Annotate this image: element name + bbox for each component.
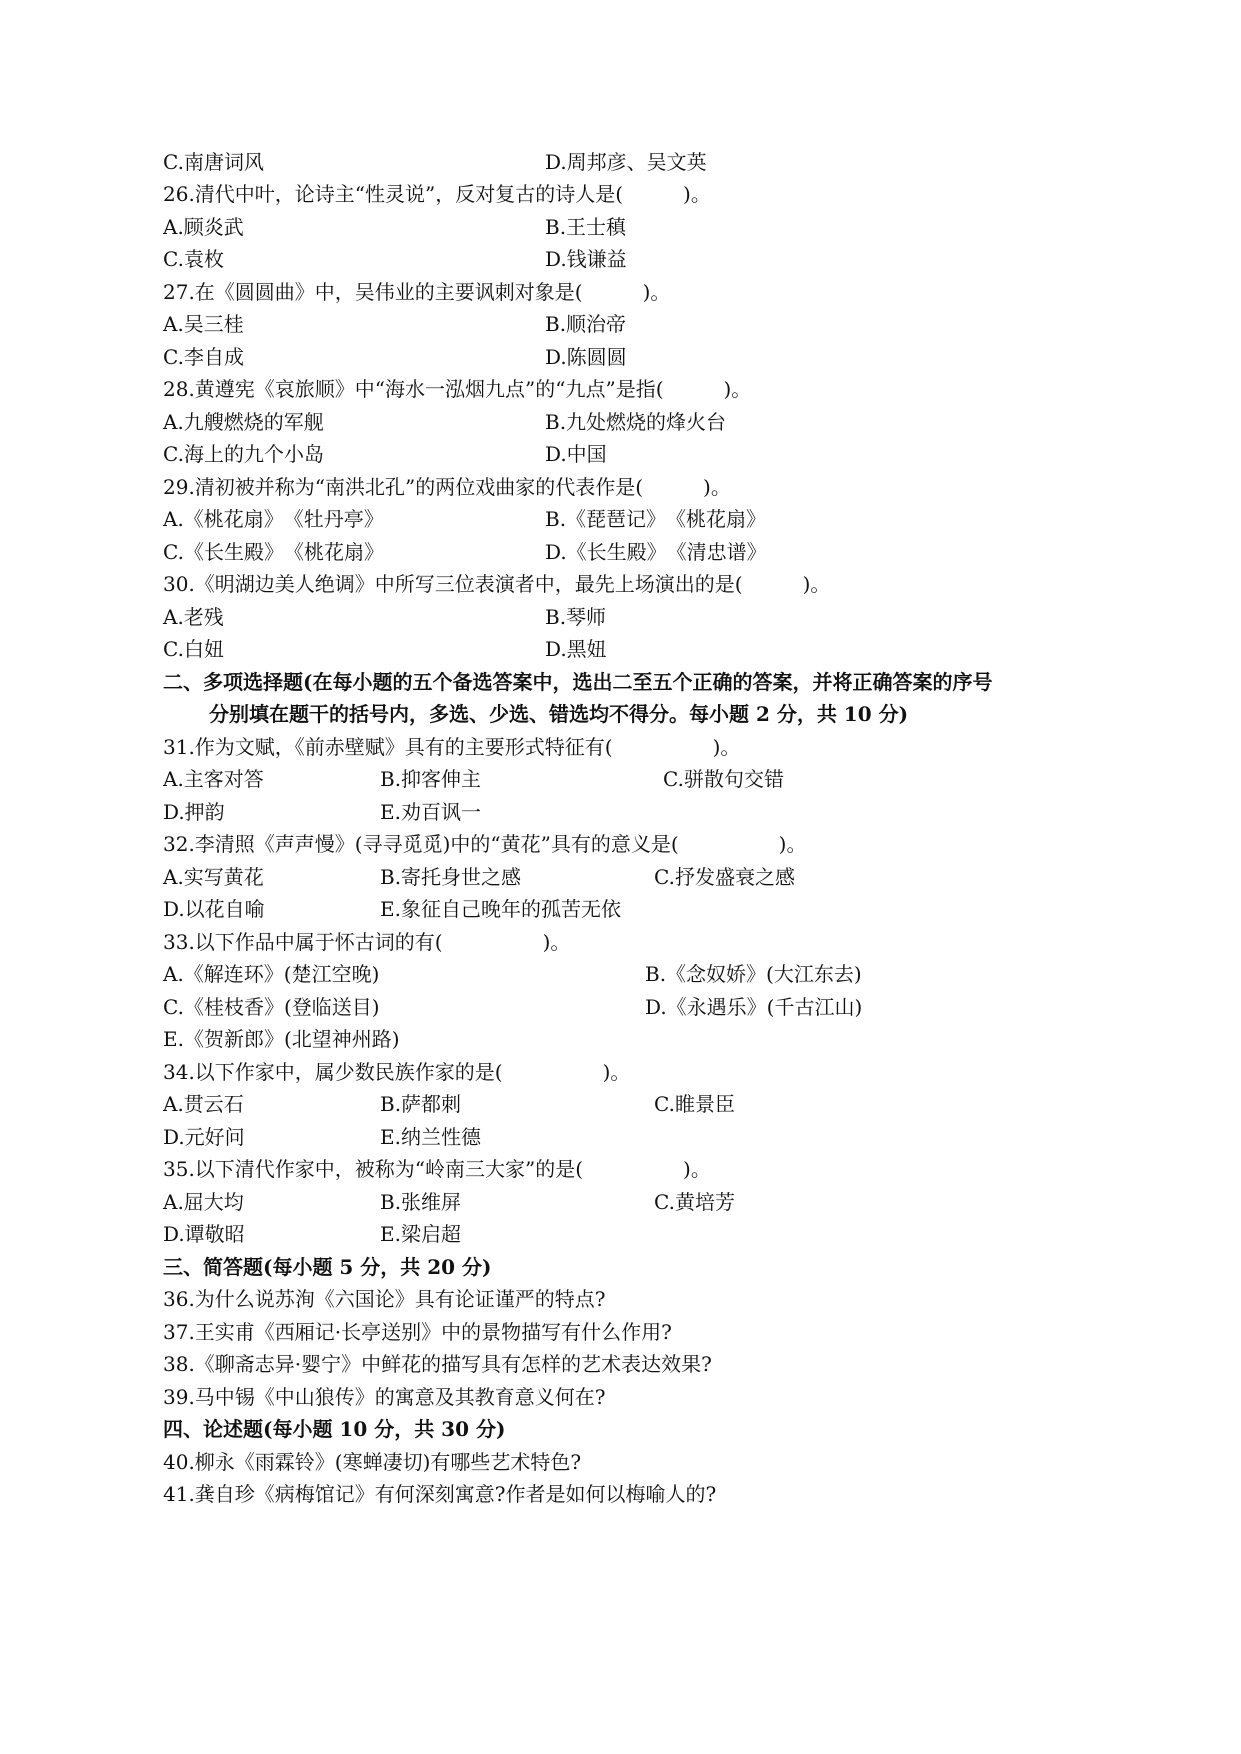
q31-option-e: E.劝百讽一 <box>380 800 481 824</box>
q26-option-a: A.顾炎武 <box>163 215 244 239</box>
q26-option-b: B.王士稹 <box>545 215 627 239</box>
q35-option-a: A.屈大均 <box>163 1190 244 1214</box>
q34-option-a: A.贯云石 <box>163 1092 244 1116</box>
q41-stem-text: 41.龚自珍《病梅馆记》有何深刻寓意?作者是如何以梅喻人的? <box>163 1482 717 1506</box>
q27-option-c: C.李自成 <box>163 345 244 369</box>
q35-option-d: D.谭敬昭 <box>163 1222 245 1246</box>
q27-option-d: D.陈圆圆 <box>545 345 627 369</box>
q32-stem-text: 32.李清照《声声慢》(寻寻觅觅)中的“黄花”具有的意义是( )。 <box>163 832 807 856</box>
q26-options-row-2 <box>0 243 1241 275</box>
q34-stem <box>0 1056 1241 1088</box>
q28-options-row-2 <box>0 438 1241 470</box>
q32-option-c: C.抒发盛衰之感 <box>654 865 795 889</box>
q34-options-row-2 <box>0 1121 1241 1153</box>
q30-option-a: A.老残 <box>163 605 224 629</box>
q28-stem <box>0 373 1241 405</box>
q40-stem-text: 40.柳永《雨霖铃》(寒蝉凄切)有哪些艺术特色? <box>163 1450 582 1474</box>
section3-heading-text: 三、简答题(每小题 5 分，共 20 分) <box>163 1255 492 1279</box>
q37-stem-text: 37.王实甫《西厢记·长亭送别》中的景物描写有什么作用? <box>163 1320 672 1344</box>
q33-option-b: B.《念奴娇》(大江东去) <box>645 962 862 986</box>
q36-stem <box>0 1283 1241 1315</box>
q31-option-b: B.抑客伸主 <box>380 767 482 791</box>
q34-option-e: E.纳兰性德 <box>380 1125 481 1149</box>
section4-heading-text: 四、论述题(每小题 10 分，共 30 分) <box>163 1417 506 1441</box>
q33-stem-text: 33.以下作品中属于怀古词的有( )。 <box>163 930 571 954</box>
q28-option-b: B.九处燃烧的烽火台 <box>545 410 727 434</box>
section2-heading-line-1 <box>0 666 1241 698</box>
q27-stem <box>0 276 1241 308</box>
q30-options-row-2 <box>0 633 1241 665</box>
q27-option-a: A.吴三桂 <box>163 312 244 336</box>
q32-options-row-2 <box>0 893 1241 925</box>
q28-option-d: D.中国 <box>545 442 607 466</box>
q30-option-d: D.黑妞 <box>545 637 607 661</box>
section4-heading <box>0 1413 1241 1445</box>
q32-option-a: A.实写黄花 <box>163 865 264 889</box>
q29-options-row-2 <box>0 536 1241 568</box>
q41-stem <box>0 1478 1241 1510</box>
q33-options-row-1 <box>0 958 1241 990</box>
q35-options-row-1 <box>0 1186 1241 1218</box>
q28-stem-text: 28.黄遵宪《哀旅顺》中“海水一泓烟九点”的“九点”是指( )。 <box>163 377 752 401</box>
q35-option-e: E.梁启超 <box>380 1222 461 1246</box>
q35-option-b: B.张维屏 <box>380 1190 462 1214</box>
q31-stem-text: 31.作为文赋，《前赤壁赋》具有的主要形式特征有( )。 <box>163 735 741 759</box>
q31-option-c: C.骈散句交错 <box>663 767 784 791</box>
q31-options-row-1 <box>0 763 1241 795</box>
q30-stem-text: 30.《明湖边美人绝调》中所写三位表演者中，最先上场演出的是( )。 <box>163 572 831 596</box>
q33-option-e: E.《贺新郎》(北望神州路) <box>163 1027 400 1051</box>
q33-options-row-2 <box>0 991 1241 1023</box>
q26-option-c: C.袁枚 <box>163 247 224 271</box>
q25-option-d: D.周邦彦、吴文英 <box>545 150 707 174</box>
section2-heading-text-1: 二、多项选择题(在每小题的五个备选答案中，选出二至五个正确的答案，并将正确答案的序号 <box>163 670 993 694</box>
q31-option-d: D.押韵 <box>163 800 225 824</box>
q32-options-row-1 <box>0 861 1241 893</box>
q39-stem-text: 39.马中锡《中山狼传》的寓意及其教育意义何在? <box>163 1385 606 1409</box>
q29-options-row-1 <box>0 503 1241 535</box>
q35-stem <box>0 1153 1241 1185</box>
q29-stem <box>0 471 1241 503</box>
q39-stem <box>0 1381 1241 1413</box>
q28-option-c: C.海上的九个小岛 <box>163 442 324 466</box>
q30-stem <box>0 568 1241 600</box>
q26-stem <box>0 178 1241 210</box>
q33-option-a: A.《解连环》(楚江空晚) <box>163 962 380 986</box>
q27-options-row-2 <box>0 341 1241 373</box>
q35-option-c: C.黄培芳 <box>654 1190 735 1214</box>
q37-stem <box>0 1316 1241 1348</box>
q27-option-b: B.顺治帝 <box>545 312 627 336</box>
q33-options-row-3 <box>0 1023 1241 1055</box>
section2-heading-text-2: 分别填在题干的括号内，多选、少选、错选均不得分。每小题 2 分，共 10 分) <box>209 702 909 726</box>
q34-option-c: C.睢景臣 <box>654 1092 735 1116</box>
q29-option-d: D.《长生殿》 《清忠谱》 <box>545 540 767 564</box>
q29-stem-text: 29.清初被并称为“南洪北孔”的两位戏曲家的代表作是( )。 <box>163 475 731 499</box>
q35-options-row-2 <box>0 1218 1241 1250</box>
q32-option-e: E.象征自己晚年的孤苦无依 <box>380 897 621 921</box>
q38-stem <box>0 1348 1241 1380</box>
q31-option-a: A.主客对答 <box>163 767 264 791</box>
q32-stem <box>0 828 1241 860</box>
q33-stem <box>0 926 1241 958</box>
q26-options-row-1 <box>0 211 1241 243</box>
q34-option-b: B.萨都刺 <box>380 1092 462 1116</box>
q34-options-row-1 <box>0 1088 1241 1120</box>
q30-option-c: C.白妞 <box>163 637 224 661</box>
q26-option-d: D.钱谦益 <box>545 247 627 271</box>
section2-heading-line-2 <box>0 698 1241 730</box>
q27-stem-text: 27.在《圆圆曲》中，吴伟业的主要讽刺对象是( )。 <box>163 280 671 304</box>
q30-options-row-1 <box>0 601 1241 633</box>
q29-option-b: B.《琵琶记》 《桃花扇》 <box>545 507 767 531</box>
q30-option-b: B.琴师 <box>545 605 607 629</box>
q28-option-a: A.九艘燃烧的军舰 <box>163 410 324 434</box>
q25-option-c: C.南唐词风 <box>163 150 264 174</box>
q38-stem-text: 38.《聊斋志异·婴宁》中鲜花的描写具有怎样的艺术表达效果? <box>163 1352 712 1376</box>
q40-stem <box>0 1446 1241 1478</box>
q32-option-b: B.寄托身世之感 <box>380 865 522 889</box>
q32-option-d: D.以花自喻 <box>163 897 265 921</box>
q28-options-row-1 <box>0 406 1241 438</box>
q33-option-d: D.《永遇乐》(千古江山) <box>645 995 863 1019</box>
q27-options-row-1 <box>0 308 1241 340</box>
q31-options-row-2 <box>0 796 1241 828</box>
q31-stem <box>0 731 1241 763</box>
section3-heading <box>0 1251 1241 1283</box>
q35-stem-text: 35.以下清代作家中，被称为“岭南三大家”的是( )。 <box>163 1157 711 1181</box>
q29-option-c: C.《长生殿》 《桃花扇》 <box>163 540 384 564</box>
q29-option-a: A.《桃花扇》 《牡丹亭》 <box>163 507 384 531</box>
q34-stem-text: 34.以下作家中，属少数民族作家的是( )。 <box>163 1060 631 1084</box>
q25-options-row-2 <box>0 146 1241 178</box>
q26-stem-text: 26.清代中叶，论诗主“性灵说”，反对复古的诗人是( )。 <box>163 182 711 206</box>
q34-option-d: D.元好问 <box>163 1125 245 1149</box>
q33-option-c: C.《桂枝香》(登临送目) <box>163 995 380 1019</box>
q36-stem-text: 36.为什么说苏洵《六国论》具有论证谨严的特点? <box>163 1287 606 1311</box>
